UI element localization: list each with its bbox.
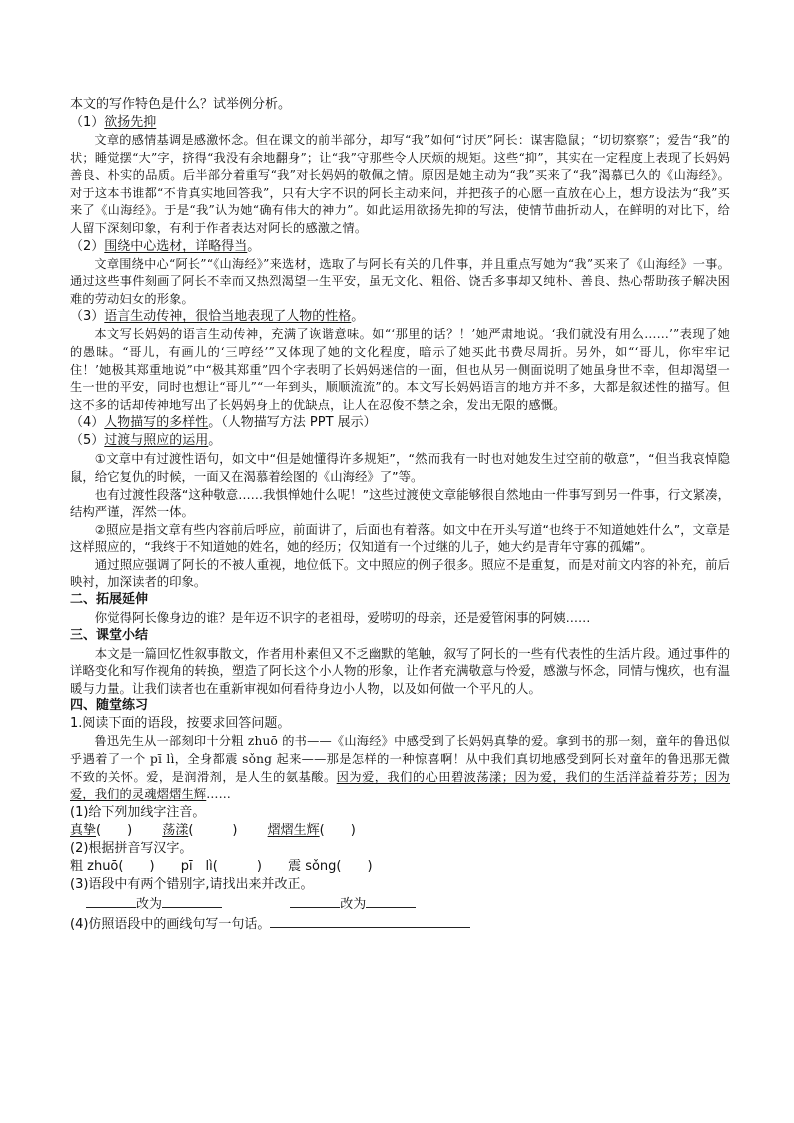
section-2-title: 围绕中心选材，详略得当 xyxy=(104,238,248,254)
worksheet-page xyxy=(70,96,730,934)
section-4-heading xyxy=(70,414,730,432)
section-3-number: （3） xyxy=(70,309,105,325)
word-dangyang: 荡漾 xyxy=(162,822,189,838)
word-zhenzhi: 真挚 xyxy=(70,822,97,838)
section-4-number: （4） xyxy=(70,415,105,431)
section-2-heading: （2）围绕中心选材，详略得当。 xyxy=(70,238,261,254)
practice-heading: 四、随堂练习 xyxy=(70,698,149,714)
answer-blank-imitation[interactable] xyxy=(270,914,470,928)
section-1-heading xyxy=(70,114,730,132)
exercise-passage: 鲁迅先生从一部刻印十分粗 zhuō 的书——《山海经》中感受到了长妈妈真挚的爱。拿到书的那一刻，童年的鲁迅似乎遇着了一个 pī lì，全身都震 sǒng 起来——那是怎样的一种惊喜啊！从中我们真切地感受到阿长对童年的鲁迅那无微不致的关怀。爱，是润滑剂，是人生的氨基酸。因为爱，我们的心田碧波荡漾；因为爱，我们的生活洋益着芬芳；因为爱，我们的灵魂熠熠生辉…… xyxy=(70,734,731,802)
section-5-heading: （5）过渡与照应的运用。 xyxy=(70,433,222,449)
question-2-items xyxy=(70,858,730,876)
extension-body: 你觉得阿长像身边的谁？是年迈不识字的老祖母，爱唠叨的母亲，还是爱管闲事的阿姨…… xyxy=(94,610,591,626)
section-1-body: 文章的感情基调是感激怀念。但在课文的前半部分，却写“我”如何“讨厌”阿长：谋害隐鼠；“切切察察”；爱告“我”的状；睡觉摆“大”字，挤得“我没有余地翻身”；让“我”守那些令人厌烦的规矩。这些“抑”，其实在一定程度上表现了长妈妈善良、朴实的品质。后半部分着重写“我”对长妈妈的敬佩之情。原因是她主动为“我”买来了“我”渴慕已久的《山海经》。对于这本书谁都“不肯真实地回答我”，只有大字不识的阿长主动来问，并把孩子的心愿一直放在心上，想方设法为“我”买来了《山海经》。于是“我”认为她“确有伟大的神力”。如此运用欲扬先抑的写法，使情节曲折动人，在鲜明的对比下，给人留下深刻印象，有利于作者表达对阿长的感激之情。 xyxy=(70,133,730,235)
answer-blank-wrong-2[interactable] xyxy=(290,894,340,908)
answer-blank-correct-1[interactable] xyxy=(162,894,222,908)
question-heading: 本文的写作特色是什么？试举例分析。 xyxy=(70,97,292,112)
question-3: (3)语段中有两个错别字,请找出来并改正。 xyxy=(70,876,314,892)
section-5-paragraph-2: 也有过渡性段落“这种敬意……我惧惮她什么呢！”这些过渡使文章能够很自然地由一件事写到另一件事，行文紧凑，结构严谨，浑然一体。 xyxy=(70,486,730,520)
question-4: (4)仿照语段中的画线句写一句话。 xyxy=(70,914,730,934)
section-4-title: 人物描写的多样性 xyxy=(104,415,209,431)
section-1-title: 欲扬先抑 xyxy=(104,115,157,130)
answer-blank-wrong-1[interactable] xyxy=(86,894,136,908)
section-5-paragraph-3: ②照应是指文章有些内容前后呼应，前面讲了，后面也有着落。如文中在开头写道“也终于不知道她姓什么”，文章是这样照应的，“我终于不知道她的姓名，她的经历；仅知道有一个过继的儿子，她大约是青年守寡的孤孀”。 xyxy=(70,521,730,555)
exercise-intro: 1.阅读下面的语段，按要求回答问题。 xyxy=(70,716,291,732)
section-5-paragraph-4: 通过照应强调了阿长的不被人重视，地位低下。文中照应的例子很多。照应不是重复，而是对前文内容的补充，前后映衬，加深读者的印象。 xyxy=(70,556,730,590)
section-1-number: （1） xyxy=(70,115,105,130)
section-4-note: 。（人物描写方法 PPT 展示） xyxy=(208,415,377,431)
answer-blank-correct-2[interactable] xyxy=(366,894,416,908)
summary-body: 本文是一篇回忆性叙事散文，作者用朴素但又不乏幽默的笔触，叙写了阿长的一些有代表性的生活片段。通过事件的详略变化和写作视角的转换，塑造了阿长这个小人物的形象，让作者充满敬意与怜爱，感激与怀念，同情与愧疚，也有温暖与力量。让我们读者也在重新审视如何看待身边小人物，以及如何做一个平凡的人。 xyxy=(70,645,730,696)
question-1: (1)给下列加线字注音。 xyxy=(70,804,206,820)
pinyin-zhuo: 粗 zhuō( ) xyxy=(70,858,155,874)
pinyin-pili: pī lì( ) xyxy=(180,858,262,874)
pinyin-song: 震 sǒng( ) xyxy=(288,858,373,874)
question-3-answer: 改为 改为 xyxy=(70,894,730,914)
section-3-heading: （3）语言生动传神，很恰当地表现了人物的性格。 xyxy=(70,309,365,325)
word-yiyishenghui: 熠熠生辉 xyxy=(267,822,320,838)
question-1-items: 真挚( ) 荡漾( ) 熠熠生辉( ) xyxy=(70,822,356,838)
section-3-body: 本文写长妈妈的语言生动传神，充满了诙谐意味。如“‘那里的话？！’她严肃地说。‘我们就没有用么……’”表现了她的愚昧。“哥儿，有画儿的‘三哼经’”又体现了她的文化程度，暗示了她买此书费尽周折。另外，如“‘哥儿，你牢牢记住！’她极其郑重地说”中“极其郑重”四个字表明了长妈妈迷信的一面，但也从另一侧面说明了她虽身世不幸，但却渴望一生一世的平安，同时也想让“哥儿”“一年到头，顺顺流流”的。本文写长妈妈语言的地方并不多，大都是叙述性的描写。但这不多的话却传神地写出了长妈妈身上的优缺点，让人在忍俊不禁之余，发出无限的感慨。 xyxy=(70,327,730,412)
section-5-title: 过渡与照应的运用 xyxy=(104,433,209,449)
summary-heading: 三、课堂小结 xyxy=(70,627,149,643)
question-2: (2)根据拼音写汉字。 xyxy=(70,840,193,856)
passage-underlined-sentence: 因为爱，我们的心田碧波荡漾；因为爱，我们的生活洋益着芬芳；因为爱，我们的灵魂熠熠生辉 xyxy=(70,769,731,802)
section-5-number: （5） xyxy=(70,433,105,449)
extension-heading: 二、拓展延伸 xyxy=(70,592,149,608)
section-3-title: 语言生动传神，很恰当地表现了人物的性格 xyxy=(104,309,352,325)
section-2-body: 文章围绕中心“阿长”“《山海经》”来选材，选取了与阿长有关的几件事，并且重点写她为“我”买来了《山海经》一事。通过这些事件刻画了阿长不幸而又热烈渴望一生平安，虽无文化、粗俗、饶舌多事却又纯朴、善良、热心帮助孩子解决困难的劳动妇女的形象。 xyxy=(70,256,730,306)
passage-text: 鲁迅先生从一部刻印十分粗 zhuō 的书——《山海经》中感受到了长妈妈真挚的爱。拿到书的那一刻，童年的鲁迅似乎遇着了一个 pī lì，全身都震 sǒng 起来——那是怎样的一种惊喜啊！从中我们真切地感受到阿长对童年的鲁迅那无微不致的关怀。爱，是润滑剂，是人生的氨基酸。 xyxy=(70,734,730,784)
section-2-number: （2） xyxy=(70,238,105,254)
section-5-paragraph-1: ①文章中有过渡性语句，如文中“但是她懂得许多规矩”，“然而我有一时也对她发生过空前的敬意”，“但当我哀悼隐鼠，给它复仇的时候，一面又在渴慕着绘图的《山海经》了”等。 xyxy=(70,451,730,484)
